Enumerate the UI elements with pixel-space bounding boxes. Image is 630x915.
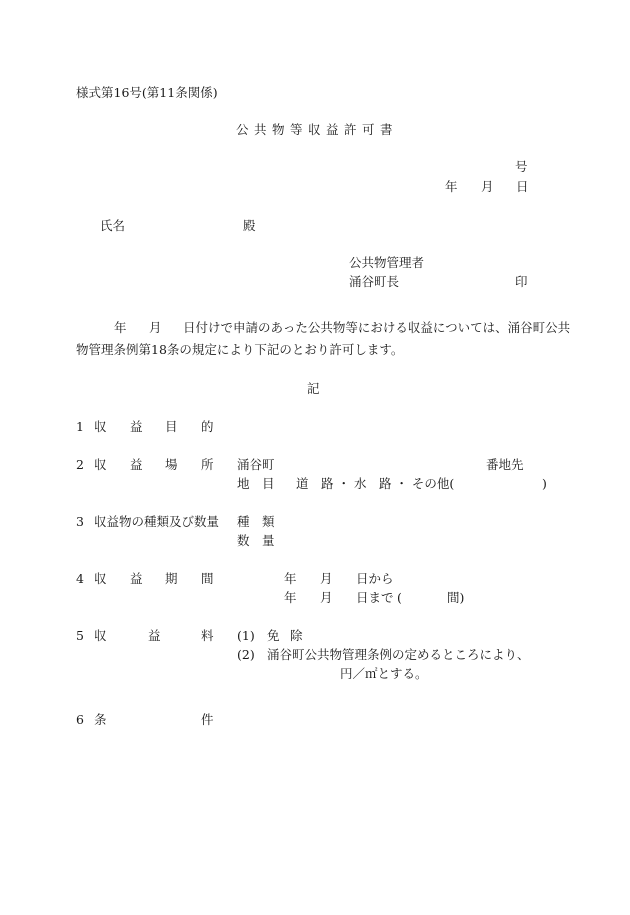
item-label-char: 収 (94, 419, 107, 434)
kind-char: 種 (237, 514, 250, 529)
title-char: 可 (362, 122, 375, 137)
fee-option-1-char: 免 (267, 628, 280, 643)
item-number: 6 (76, 712, 84, 727)
issue-month-label: 月 (481, 179, 494, 194)
title-char: 物 (272, 122, 285, 137)
period-to-day: 日まで (356, 590, 394, 605)
item-number: 1 (76, 419, 84, 434)
item-label-char: 益 (130, 419, 143, 434)
title-char: 書 (380, 122, 393, 137)
period-duration-label: 間) (447, 590, 465, 605)
item-label-char: 収 (94, 628, 107, 643)
issuer-role: 公共物管理者 (349, 255, 425, 270)
body-line-1: 日付けで申請のあった公共物等における収益については、涌谷町公共 (183, 320, 571, 335)
item-label-char: 所 (201, 457, 214, 472)
document-number-suffix: 号 (515, 159, 528, 174)
land-category-options: 道 路 ・ 水 路 ・ その他( (296, 476, 455, 491)
title-char: 許 (344, 122, 357, 137)
issue-day-label: 日 (516, 179, 529, 194)
qty-char: 量 (262, 533, 275, 548)
body-year-label: 年 (114, 320, 127, 335)
item-number: 3 (76, 514, 84, 529)
item-number: 5 (76, 628, 84, 643)
fee-option-1-char: 除 (290, 628, 303, 643)
ki-heading: 記 (307, 381, 320, 396)
item-label-char: 収 (94, 457, 107, 472)
item-label-char: 収 (94, 571, 107, 586)
period-open-paren: ( (397, 590, 402, 605)
chimoku-char: 地 (237, 476, 250, 491)
item-label-char: 料 (201, 628, 214, 643)
item-number: 2 (76, 457, 84, 472)
title-char: 等 (290, 122, 303, 137)
period-from-day: 日から (356, 571, 394, 586)
item-label-char: 目 (165, 419, 178, 434)
item-number: 4 (76, 571, 84, 586)
land-category-close-paren: ) (542, 476, 547, 491)
item-label-char: 条 (94, 712, 107, 727)
item-label-char: 場 (165, 457, 178, 472)
period-from-year: 年 (284, 571, 297, 586)
issuer-seal: 印 (515, 274, 528, 289)
item-label-char: 件 (201, 712, 214, 727)
item-label: 収益物の種類及び数量 (94, 514, 220, 529)
item-label-char: 益 (148, 628, 161, 643)
title-char: 益 (326, 122, 339, 137)
period-to-year: 年 (284, 590, 297, 605)
title-char: 共 (254, 122, 267, 137)
kind-char: 類 (262, 514, 275, 529)
qty-char: 数 (237, 533, 250, 548)
body-line-2: 物管理条例第18条の規定により下記のとおり許可します。 (76, 342, 404, 357)
location-banchi: 番地先 (486, 457, 524, 472)
body-month-label: 月 (149, 320, 162, 335)
item-label-char: 的 (201, 419, 214, 434)
period-from-month: 月 (320, 571, 333, 586)
chimoku-char: 目 (262, 476, 275, 491)
issuer-title: 涌谷町長 (349, 274, 400, 289)
item-label-char: 期 (165, 571, 178, 586)
location-town: 涌谷町 (237, 457, 275, 472)
fee-option-1-number: (1) (237, 628, 255, 643)
title-char: 収 (308, 122, 321, 137)
period-to-month: 月 (320, 590, 333, 605)
item-label-char: 益 (130, 457, 143, 472)
form-number-label: 様式第16号(第11条関係) (76, 85, 218, 100)
title-char: 公 (236, 122, 249, 137)
fee-option-2-number: (2) (237, 647, 255, 662)
item-label-char: 間 (201, 571, 214, 586)
addressee-name-label: 氏名 (100, 218, 126, 233)
fee-option-2-unit: 円／㎡とする。 (340, 666, 428, 681)
fee-option-2-text: 涌谷町公共物管理条例の定めるところにより、 (267, 647, 530, 662)
item-label-char: 益 (130, 571, 143, 586)
issue-year-label: 年 (445, 179, 458, 194)
addressee-honorific: 殿 (243, 218, 256, 233)
